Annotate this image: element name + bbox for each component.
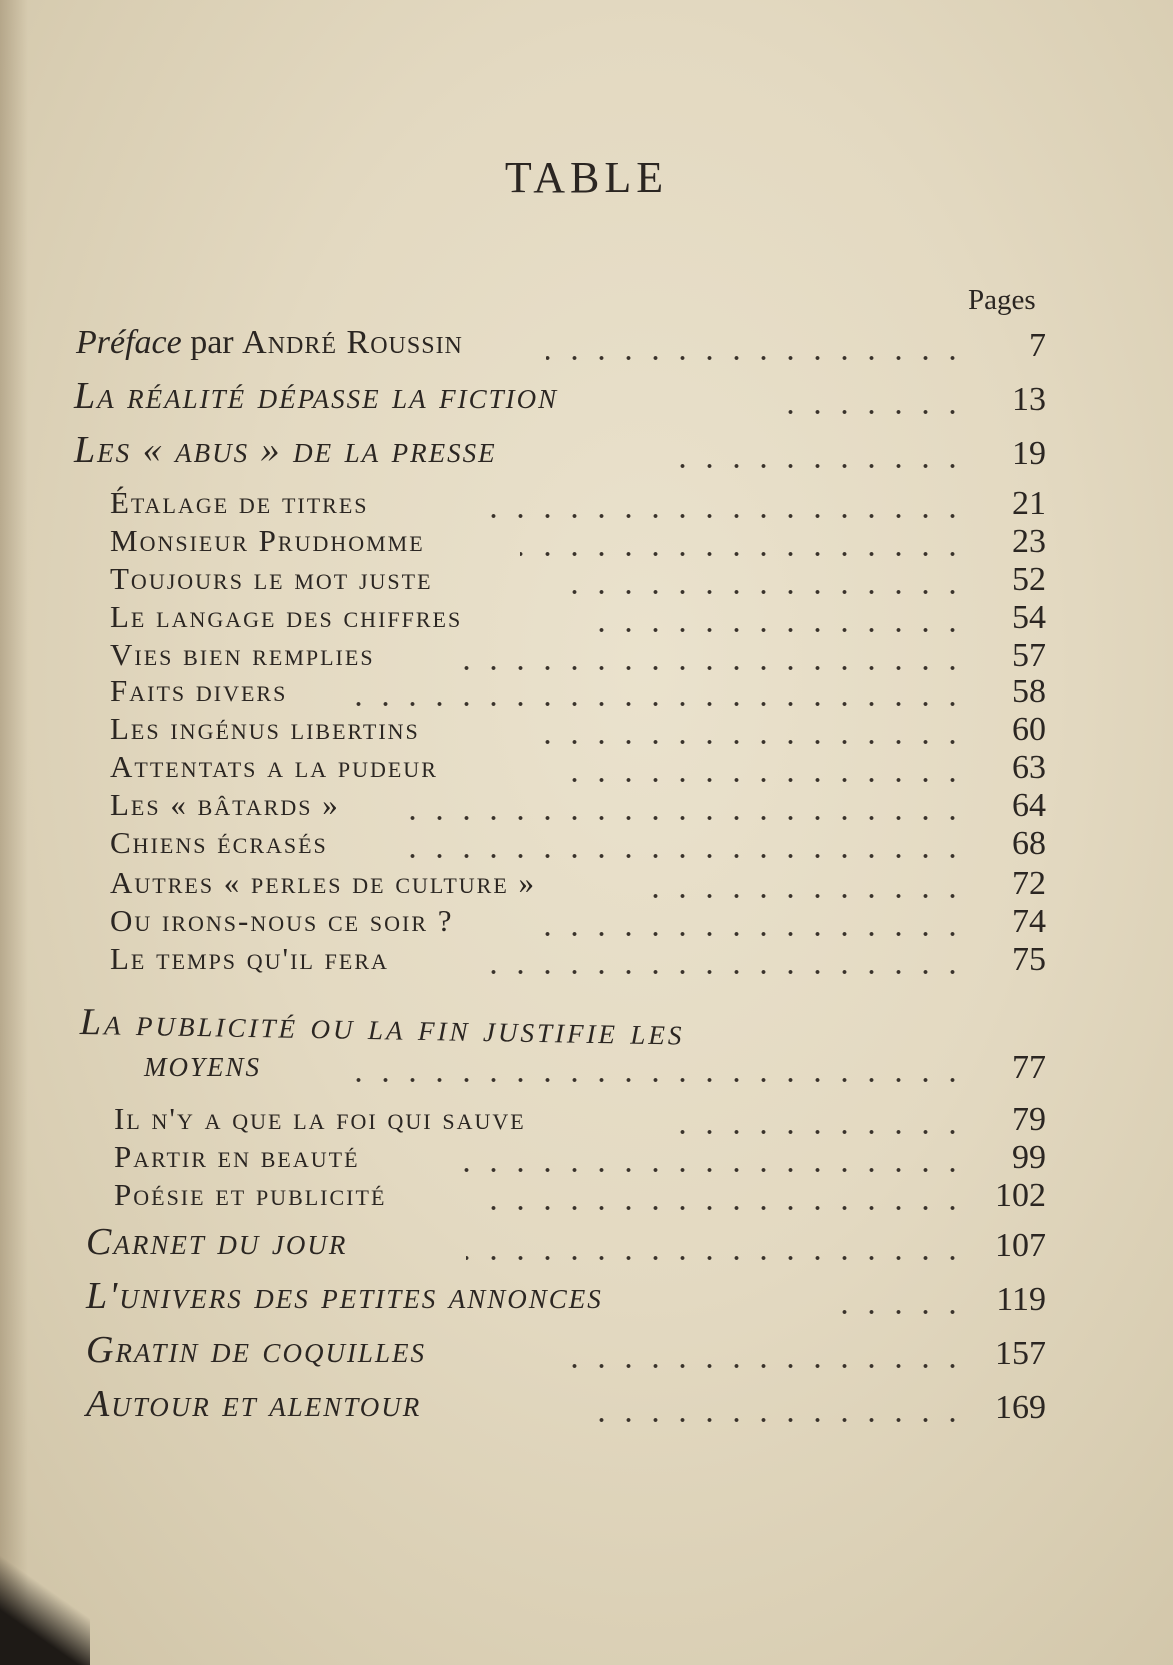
- toc-entry-label: Partir en beauté: [114, 1139, 360, 1174]
- toc-entry-label: Autour et alentour: [86, 1383, 422, 1425]
- toc-entry-label: Les « bâtards »: [110, 787, 340, 822]
- toc-entry-major-line1: La publicité ou la fin justifie les: [79, 1001, 685, 1054]
- toc-entry-major: [86, 1380, 1046, 1430]
- preface-word: Préface: [76, 324, 182, 361]
- toc-entry-page: 107: [995, 1227, 1046, 1264]
- page-title: TABLE: [504, 153, 669, 202]
- dot-leader: [474, 1204, 966, 1212]
- toc-entry-label: Vies bien remplies: [110, 637, 375, 672]
- toc-entry-page: 77: [1012, 1049, 1046, 1086]
- toc-entry-label: Il n'y a que la foi qui sauve: [114, 1101, 526, 1136]
- toc-entry-label: Toujours le mot juste: [110, 561, 433, 596]
- toc-entry-page: 19: [1012, 435, 1046, 472]
- toc-entry-page: 60: [1012, 711, 1046, 748]
- toc-entry-label: Étalage de titres: [110, 485, 369, 520]
- toc-entry-label: Poésie et publicité: [114, 1177, 387, 1212]
- toc-entry-page: 58: [1012, 673, 1046, 710]
- toc-entry-label: Les ingénus libertins: [110, 711, 420, 746]
- toc-entry-major: [74, 426, 1046, 476]
- toc-entry-label: Gratin de coquilles: [86, 1329, 426, 1371]
- preface-author: André Roussin: [242, 324, 463, 361]
- toc-entry-page: 52: [1012, 561, 1046, 598]
- toc-entry-label: Les « abus » de la presse: [74, 429, 497, 471]
- toc-entry-label: Le temps qu'il fera: [110, 941, 389, 976]
- toc-entry-label-cont: moyens: [144, 1043, 262, 1085]
- page-corner-shadow: [0, 1545, 90, 1665]
- dot-leader: [586, 1416, 966, 1424]
- toc-entry-label: Attentats a la pudeur: [110, 749, 438, 784]
- toc-entry-page: 21: [1012, 485, 1046, 522]
- toc-entry-label: Faits divers: [110, 673, 288, 708]
- toc-entry-minor: [114, 1168, 1046, 1218]
- pages-column-label: Pages: [968, 284, 1036, 316]
- dot-leader: [546, 354, 966, 362]
- toc-entry-page: 64: [1012, 787, 1046, 824]
- dot-leader: [566, 1362, 966, 1370]
- dot-leader: [826, 1308, 966, 1316]
- toc-entry-label: Ou irons-nous ce soir ?: [110, 903, 454, 938]
- toc-entry-page: 72: [1012, 865, 1046, 902]
- toc-entry-major: [144, 1040, 1046, 1090]
- toc-entry-major: [86, 1218, 1046, 1268]
- toc-entry-major: [86, 1272, 1046, 1322]
- toc-entry-minor: [110, 932, 1046, 982]
- toc-entry-major: [86, 1326, 1046, 1376]
- toc-entry-label: Monsieur Prudhomme: [110, 523, 425, 558]
- toc-entry-page: 23: [1012, 523, 1046, 560]
- toc-entry-major: [74, 372, 1046, 422]
- toc-entry-label: Autres « perles de culture »: [110, 865, 537, 900]
- toc-entry-page: 99: [1012, 1139, 1046, 1176]
- dot-leader: [490, 968, 966, 976]
- toc-entry-label: Le langage des chiffres: [110, 599, 463, 634]
- preface-by: par: [190, 324, 234, 361]
- toc-entry-page: 57: [1012, 637, 1046, 674]
- toc-entry-page: 13: [1012, 381, 1046, 418]
- toc-entry-page: 68: [1012, 825, 1046, 862]
- toc-entry-page: 157: [995, 1335, 1046, 1372]
- toc-entry-label: La réalité dépasse la fiction: [74, 375, 559, 417]
- page-gutter-shadow: [0, 0, 28, 1665]
- dot-leader: [354, 1076, 966, 1084]
- dot-leader: [466, 1254, 966, 1262]
- toc-entry-page: 7: [1029, 327, 1046, 364]
- dot-leader: [674, 462, 966, 470]
- toc-entry-label: Chiens écrasés: [110, 825, 328, 860]
- toc-entry-page: 79: [1012, 1101, 1046, 1138]
- toc-entry-page: 102: [995, 1177, 1046, 1214]
- toc-entry-page: 74: [1012, 903, 1046, 940]
- toc-entry-label: Carnet du jour: [86, 1221, 348, 1263]
- toc-entry-label: [76, 322, 463, 364]
- dot-leader: [774, 408, 966, 416]
- toc-entry-preface: [76, 318, 1046, 368]
- toc-entry-page: 54: [1012, 599, 1046, 636]
- toc-entry-page: 169: [995, 1389, 1046, 1426]
- toc-entry-page: 75: [1012, 941, 1046, 978]
- toc-entry-page: 119: [996, 1281, 1046, 1318]
- toc-entry-page: 63: [1012, 749, 1046, 786]
- toc-entry-label: L'univers des petites annonces: [86, 1275, 603, 1317]
